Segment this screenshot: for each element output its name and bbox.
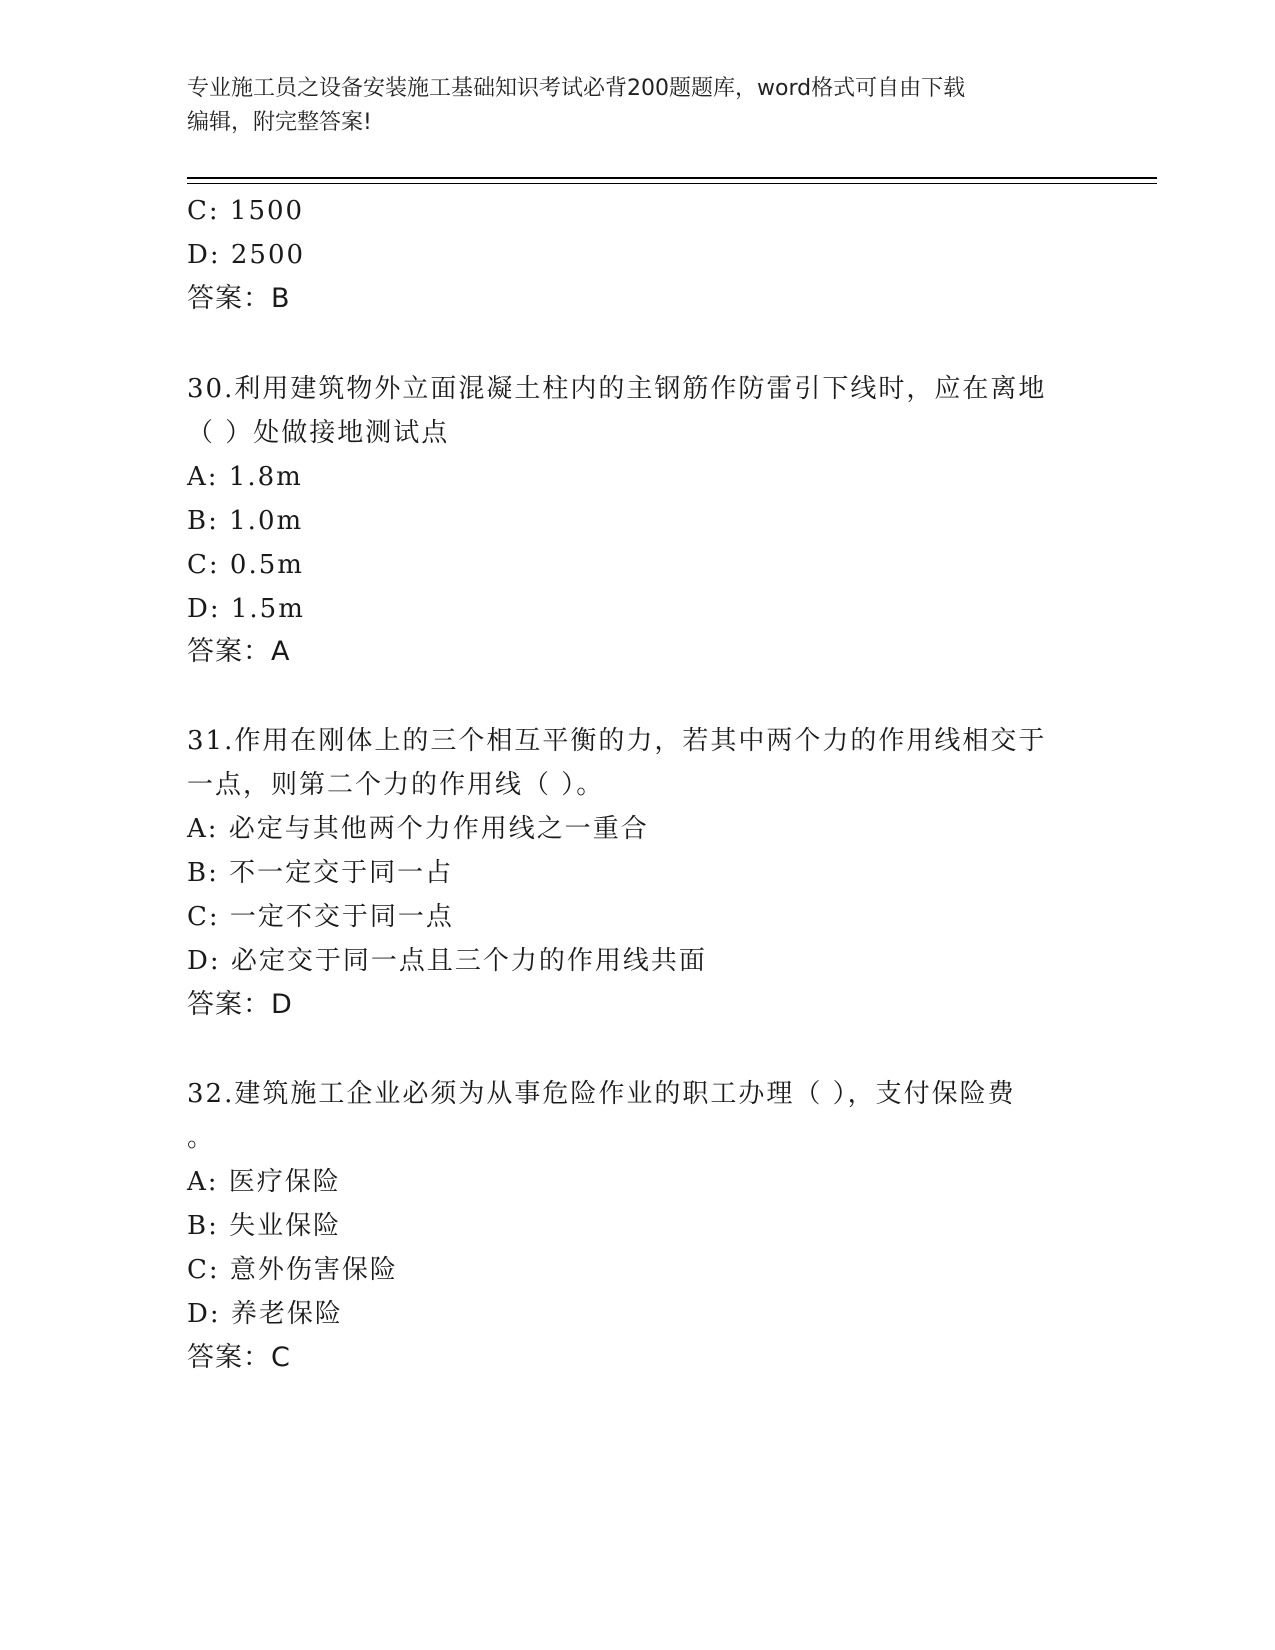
q32-option-a: A: 医疗保险 [187,1167,341,1197]
q31-stem-line-1: 31.作用在刚体上的三个相互平衡的力，若其中两个力的作用线相交于 [187,726,1047,756]
q31-stem-line-2: 一点，则第二个力的作用线（ ）。 [187,770,605,800]
q31-option-d: D: 必定交于同一点且三个力的作用线共面 [187,946,707,976]
prev-option-c: C: 1500 [187,196,305,226]
prev-answer: 答案：B [187,283,291,314]
q32-option-b: B: 失业保险 [187,1211,342,1241]
prev-option-d: D: 2500 [187,240,306,270]
q30-option-b: B: 1.0m [187,506,304,536]
header-line-1: 专业施工员之设备安装施工基础知识考试必背200题题库，word格式可自由下载 [187,76,966,101]
q31-answer: 答案：D [187,989,293,1020]
q31-option-b: B: 不一定交于同一占 [187,858,454,888]
q30-stem-line-2: （ ）处做接地测试点 [187,418,450,448]
q30-option-a: A: 1.8m [187,462,303,492]
header-rule-thick [187,177,1157,179]
header-line-2: 编辑，附完整答案! [187,110,372,135]
q32-stem-line-1: 32.建筑施工企业必须为从事危险作业的职工办理（ ），支付保险费 [187,1079,1016,1109]
header-rule-thin [187,183,1157,184]
q30-stem-line-1: 30.利用建筑物外立面混凝土柱内的主钢筋作防雷引下线时，应在离地 [187,374,1047,404]
q32-option-d: D: 养老保险 [187,1299,343,1329]
q31-option-c: C: 一定不交于同一点 [187,902,454,932]
q30-answer: 答案：A [187,636,291,667]
q32-option-c: C: 意外伤害保险 [187,1255,398,1285]
q32-answer: 答案：C [187,1342,291,1373]
document-header [187,72,1087,140]
q32-stem-line-2: 。 [187,1123,216,1153]
q31-option-a: A: 必定与其他两个力作用线之一重合 [187,814,649,844]
q30-option-d: D: 1.5m [187,594,305,624]
q30-option-c: C: 0.5m [187,550,304,580]
